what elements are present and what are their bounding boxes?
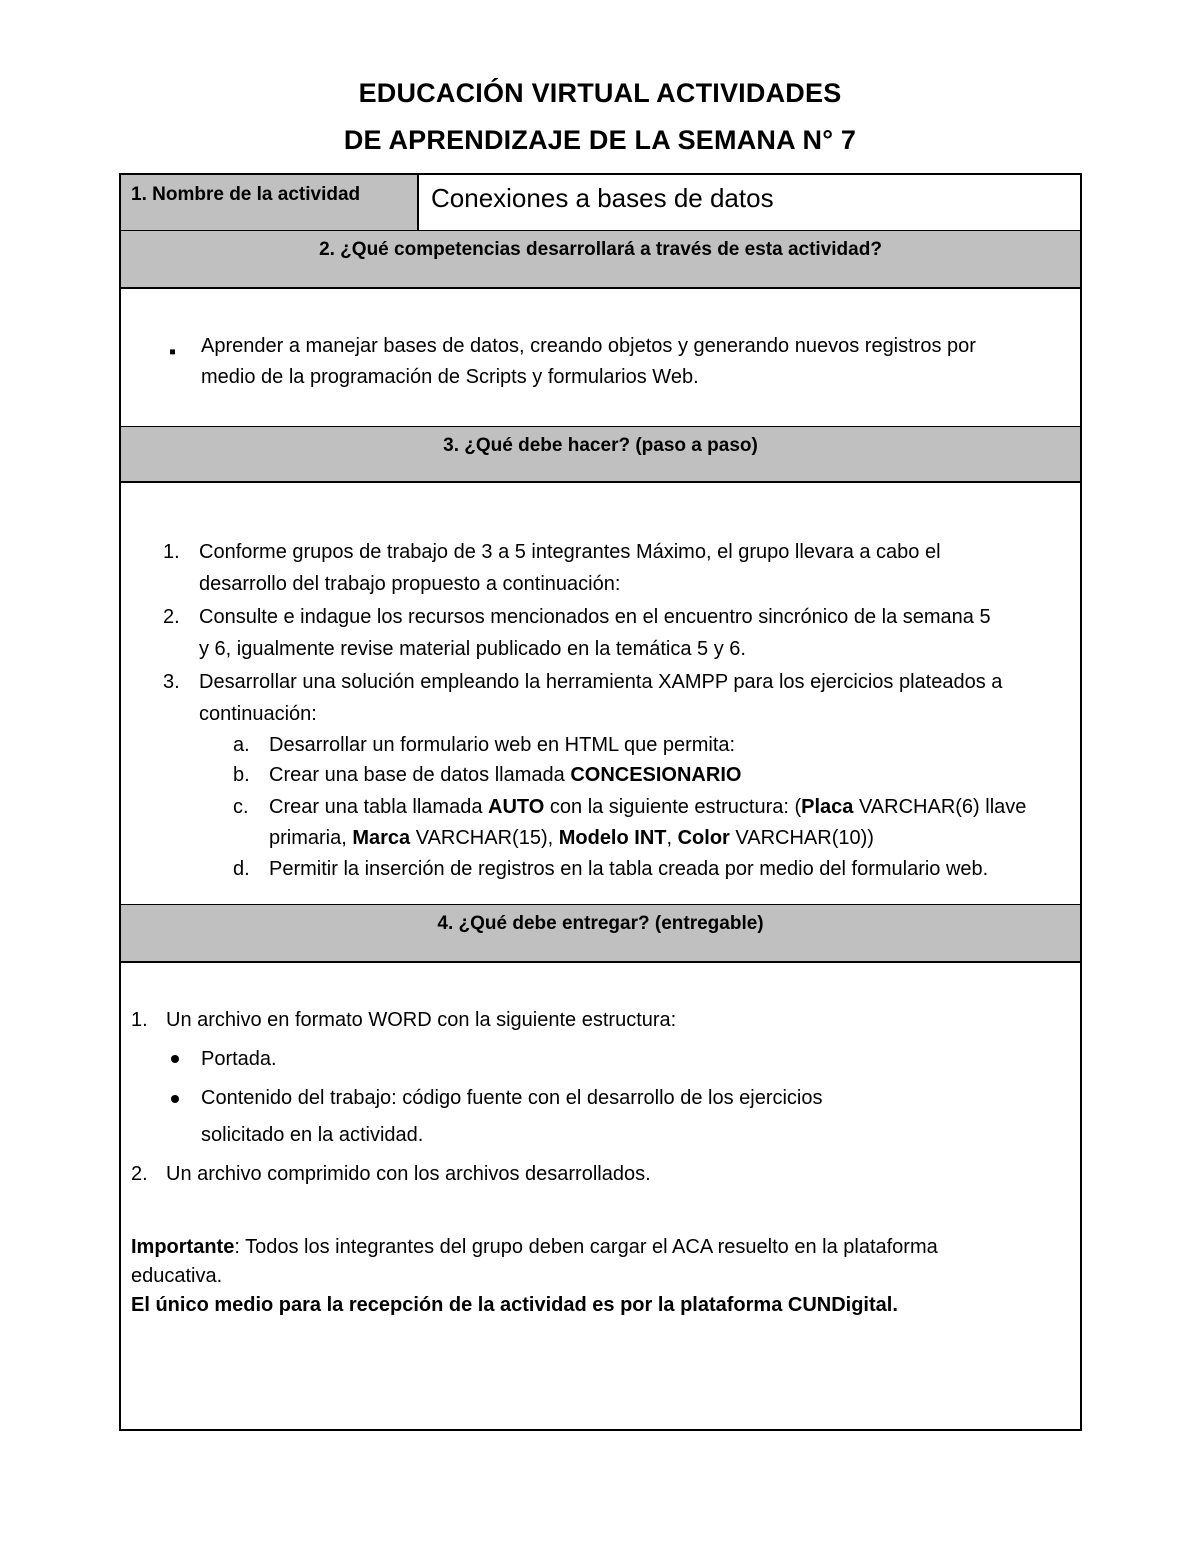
deliverable-bullet-contenido-line-2: solicitado en la actividad. xyxy=(201,1124,424,1146)
activity-name-row xyxy=(121,175,1080,231)
substep-a-text: Desarrollar un formulario web en HTML que permita: xyxy=(269,734,736,756)
bullet-mark: ▪ xyxy=(169,341,177,363)
step-2-line-1: Consulte e indague los recursos mencionados en el encuentro sincrónico de la semana 5 xyxy=(199,606,991,628)
deliverable-1-number: 1. xyxy=(131,1009,148,1031)
substep-c-line-1: Crear una tabla llamada AUTO con la siguiente estructura: (Placa VARCHAR(6) llave xyxy=(269,796,1027,818)
activity-name-value: Conexiones a bases de datos xyxy=(431,183,774,213)
bullet-dot-portada xyxy=(171,1055,179,1063)
substep-c-label: c. xyxy=(233,796,249,818)
deliverables-header: 4. ¿Qué debe entregar? (entregable) xyxy=(121,904,1080,963)
bullet-dot-contenido xyxy=(171,1095,179,1103)
activity-table xyxy=(119,173,1082,1431)
substep-b-text: Crear una base de datos llamada CONCESIONARIO xyxy=(269,764,742,786)
final-note: El único medio para la recepción de la actividad es por la plataforma CUNDigital. xyxy=(131,1294,898,1316)
step-2-line-2: y 6, igualmente revise material publicado en la temática 5 y 6. xyxy=(199,638,746,660)
substep-b-label: b. xyxy=(233,764,250,786)
page-title-line-2: DE APRENDIZAJE DE LA SEMANA N° 7 xyxy=(343,125,857,155)
substep-d-text: Permitir la inserción de registros en la tabla creada por medio del formulario web. xyxy=(269,858,989,880)
deliverable-2-number: 2. xyxy=(131,1163,148,1185)
deliverable-1-text: Un archivo en formato WORD con la siguiente estructura: xyxy=(166,1009,677,1031)
substep-a-label: a. xyxy=(233,734,250,756)
steps-header: 3. ¿Qué debe hacer? (paso a paso) xyxy=(121,426,1080,483)
step-3-number: 3. xyxy=(163,671,180,693)
page-title-line-1: EDUCACIÓN VIRTUAL ACTIVIDADES xyxy=(358,78,842,108)
deliverable-bullet-contenido-line-1: Contenido del trabajo: código fuente con el desarrollo de los ejercicios xyxy=(201,1087,823,1109)
step-1-number: 1. xyxy=(163,541,180,563)
substep-c-line-2: primaria, Marca VARCHAR(15), Modelo INT, Color VARCHAR(10)) xyxy=(269,827,874,849)
deliverable-2-text: Un archivo comprimido con los archivos desarrollados. xyxy=(166,1163,651,1185)
competencies-header: 2. ¿Qué competencias desarrollará a través de esta actividad? xyxy=(121,230,1080,289)
competency-line-1: Aprender a manejar bases de datos, creando objetos y generando nuevos registros por xyxy=(201,335,976,357)
activity-name-label: 1. Nombre de la actividad xyxy=(121,175,419,230)
step-1-line-1: Conforme grupos de trabajo de 3 a 5 integrantes Máximo, el grupo llevara a cabo el xyxy=(199,541,941,563)
important-note-line-2: educativa. xyxy=(131,1265,223,1287)
important-note-line-1: Importante: Todos los integrantes del grupo deben cargar el ACA resuelto en la plataforma xyxy=(131,1236,938,1258)
step-3-line-1: Desarrollar una solución empleando la herramienta XAMPP para los ejercicios plateados a xyxy=(199,671,1003,693)
step-3-line-2: continuación: xyxy=(199,703,317,725)
step-1-line-2: desarrollo del trabajo propuesto a continuación: xyxy=(199,573,621,595)
step-2-number: 2. xyxy=(163,606,180,628)
substep-d-label: d. xyxy=(233,858,250,880)
deliverable-bullet-portada: Portada. xyxy=(201,1048,277,1070)
competency-line-2: medio de la programación de Scripts y formularios Web. xyxy=(201,366,699,388)
